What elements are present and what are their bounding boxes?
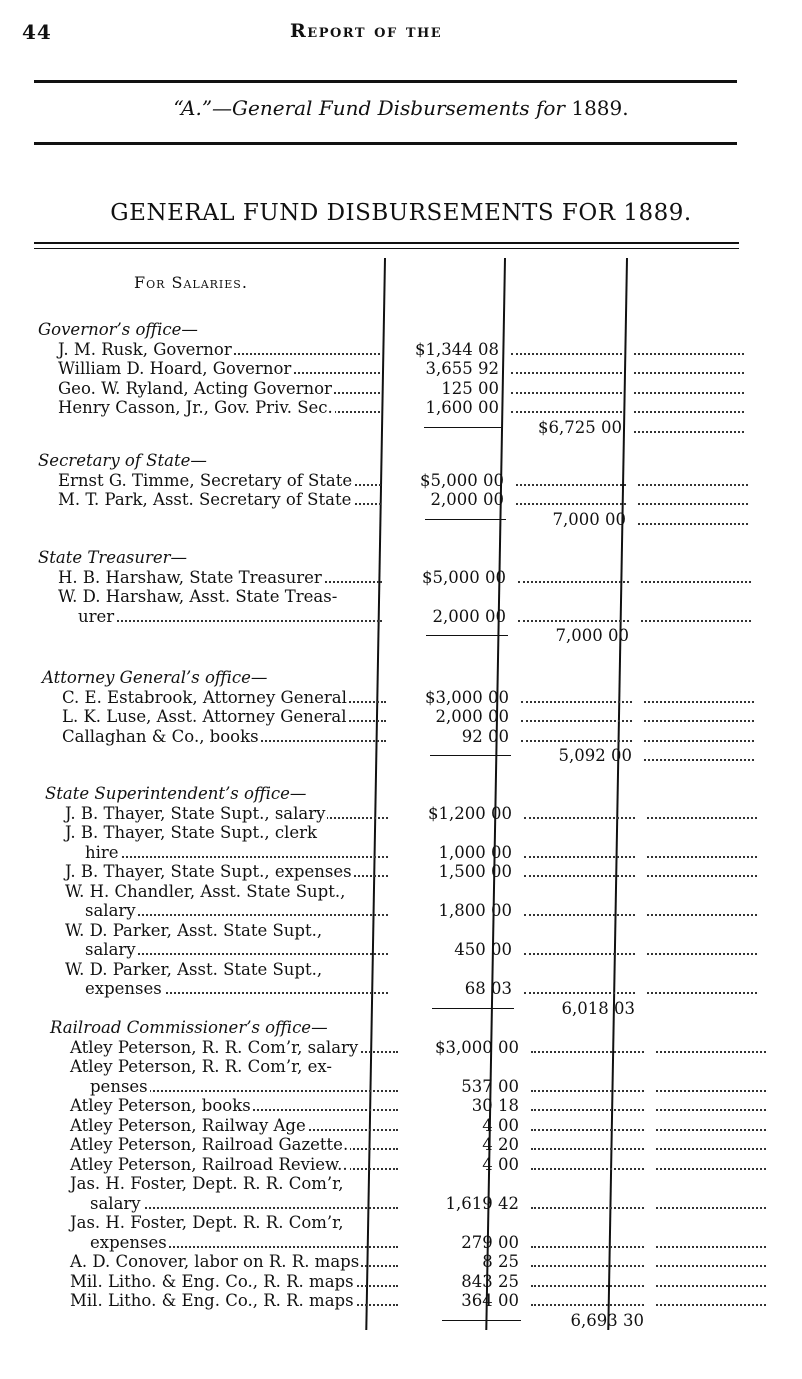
amount: 1,600 00: [425, 398, 499, 417]
payee-text: Mil. Litho. & Eng. Co., R. R. maps: [70, 1271, 354, 1291]
payee-text: J. B. Thayer, State Supt., clerk: [65, 823, 317, 842]
section-total-row: [384, 418, 748, 437]
subtitle-italic: “A.”—General Fund Disbursements for: [173, 96, 565, 120]
leader-dots: [647, 817, 757, 819]
table-row: [70, 1174, 398, 1193]
table-row: [58, 490, 504, 509]
leader-dots: [634, 353, 744, 355]
leader-dots: [638, 523, 748, 525]
amount: 364 00: [461, 1291, 519, 1310]
subtitle-rule: [34, 142, 737, 145]
leader-dots: [531, 1285, 644, 1287]
amount: 843 25: [461, 1271, 519, 1291]
amount: 4 00: [482, 1154, 519, 1174]
payee-text: urer: [78, 606, 115, 626]
leader-dots: [634, 372, 744, 374]
table-row: [65, 823, 388, 842]
leader-dots: [656, 1246, 766, 1248]
leader-dots: [531, 1129, 644, 1131]
leader-dots: [647, 992, 757, 994]
leader-dots: [656, 1285, 766, 1287]
section-heading: [38, 548, 386, 567]
table-row: [85, 979, 512, 998]
title-rule-bottom: [34, 248, 739, 249]
table-row: [90, 1232, 519, 1252]
leader-dots: [641, 620, 751, 622]
leader-dots: [524, 856, 635, 858]
section-total: $6,725 00: [538, 417, 622, 437]
subtotal-rule: [425, 519, 506, 520]
leader-dots: [656, 1148, 766, 1150]
leader-dots: [531, 1051, 644, 1053]
table-row: [70, 1037, 519, 1057]
payee-text: Atley Peterson, Railroad Gazette.: [70, 1135, 349, 1154]
table-row: [58, 359, 499, 378]
table-row: [70, 1096, 519, 1115]
running-head: Report of the: [290, 20, 443, 42]
leader-dots: [634, 392, 744, 394]
section-heading-text: Railroad Commissioner’s office—: [50, 1018, 328, 1037]
leader-dots: [524, 992, 635, 994]
table-row: [70, 1213, 398, 1232]
leader-dots: [656, 1051, 766, 1053]
payee-text: Ernst G. Timme, Secretary of State: [58, 470, 353, 490]
amount: 1,800 00: [438, 901, 512, 920]
amount: 2,000 00: [432, 606, 506, 626]
amount: 8 25: [482, 1252, 519, 1271]
top-rule: [34, 80, 737, 83]
leader-dots: [644, 720, 754, 722]
table-row: [70, 1135, 519, 1154]
table-row: [58, 378, 499, 398]
amount: 537 00: [461, 1076, 519, 1096]
amount: $3,000 00: [435, 1037, 519, 1057]
amount: 450 00: [454, 940, 512, 959]
payee-text: Atley Peterson, R. R. Com’r, salary: [70, 1037, 359, 1057]
payee-text: Atley Peterson, R. R. Com’r, ex-: [70, 1057, 332, 1076]
table-row: [85, 842, 512, 862]
leader-dots: [524, 875, 635, 877]
leader-dots: [511, 372, 622, 374]
amount: $5,000 00: [420, 470, 504, 490]
leader-dots: [531, 1304, 644, 1306]
leader-dots: [656, 1207, 766, 1209]
leader-dots: [634, 411, 744, 413]
leader-dots: [518, 620, 629, 622]
table-row: [62, 707, 509, 726]
payee-text: J. B. Thayer, State Supt., expenses: [65, 862, 352, 881]
section-total: 6,693 30: [570, 1310, 644, 1330]
leader-dots: [656, 1129, 766, 1131]
amount: 4 20: [482, 1135, 519, 1154]
title-rule-top: [34, 242, 739, 244]
leader-dots: [511, 411, 622, 413]
leader-dots: [85, 856, 388, 858]
leader-dots: [634, 431, 744, 433]
table-row: [90, 1076, 519, 1096]
leader-dots: [524, 914, 635, 916]
section-heading-text: State Superintendent’s office—: [45, 784, 307, 803]
table-row: [70, 1291, 519, 1310]
leader-dots: [524, 953, 635, 955]
subtitle: [0, 96, 802, 120]
amount: 1,619 42: [445, 1193, 519, 1213]
leader-dots: [531, 1265, 644, 1267]
leader-dots: [656, 1168, 766, 1170]
payee-text: Atley Peterson, Railroad Review..: [70, 1154, 348, 1174]
table-row: [78, 606, 506, 626]
payee-text: Mil. Litho. & Eng. Co., R. R. maps: [70, 1291, 354, 1310]
payee-text: William D. Hoard, Governor: [58, 359, 292, 378]
section-heading: [38, 320, 384, 339]
leader-dots: [531, 1090, 644, 1092]
payee-text: Callaghan & Co., books: [62, 726, 259, 746]
table-row: [58, 587, 382, 606]
payee-text: J. M. Rusk, Governor: [58, 339, 232, 359]
subtitle-year: 1889.: [571, 96, 629, 120]
table-row: [65, 862, 512, 881]
leader-dots: [644, 701, 754, 703]
payee-text: hire: [85, 842, 119, 862]
section-total: 5,092 00: [558, 746, 632, 765]
table-row: [65, 803, 512, 823]
section-heading-text: State Treasurer—: [38, 548, 188, 567]
section-total-row: [402, 1311, 770, 1330]
subtotal-rule: [430, 755, 511, 756]
section-total-row: [385, 510, 752, 529]
table-row: [85, 940, 512, 959]
table-row: [58, 567, 506, 587]
payee-text: Atley Peterson, Railway Age: [70, 1115, 306, 1135]
subtotal-rule: [426, 635, 508, 636]
leader-dots: [656, 1090, 766, 1092]
leader-dots: [521, 740, 632, 742]
leader-dots: [521, 701, 632, 703]
leader-dots: [511, 392, 622, 394]
payee-text: Geo. W. Ryland, Acting Governor: [58, 378, 332, 398]
section-heading-text: Secretary of State—: [38, 451, 207, 470]
leader-dots: [644, 759, 754, 761]
section-heading: [38, 451, 385, 470]
table-row: [58, 470, 504, 490]
leader-dots: [647, 914, 757, 916]
table-row: [70, 1271, 519, 1291]
amount: $1,200 00: [428, 803, 512, 823]
payee-text: penses: [90, 1076, 148, 1096]
amount: $5,000 00: [422, 567, 506, 587]
leader-dots: [638, 503, 748, 505]
amount: 125 00: [441, 378, 499, 398]
page-title: GENERAL FUND DISBURSEMENTS FOR 1889.: [110, 200, 692, 226]
section-heading: [45, 784, 392, 803]
payee-text: W. H. Chandler, Asst. State Supt.,: [65, 881, 346, 901]
section-total: 7,000 00: [552, 509, 626, 529]
column-heading: For Salaries.: [134, 273, 248, 292]
table-row: [70, 1252, 519, 1271]
table-row: [62, 687, 509, 707]
table-row: [65, 960, 388, 979]
section-total-row: [390, 746, 758, 765]
leader-dots: [518, 581, 629, 583]
payee-text: salary: [85, 901, 136, 920]
table-row: [90, 1193, 519, 1213]
payee-text: H. B. Harshaw, State Treasurer: [58, 567, 322, 587]
section-heading: [42, 668, 390, 687]
payee-text: Atley Peterson, books: [70, 1096, 251, 1115]
subtotal-rule: [432, 1008, 514, 1009]
section-total-row: [392, 999, 761, 1018]
payee-text: M. T. Park, Asst. Secretary of State: [58, 490, 352, 509]
payee-text: salary: [85, 940, 136, 959]
leader-dots: [531, 1148, 644, 1150]
leader-dots: [644, 740, 754, 742]
table-row: [85, 901, 512, 920]
payee-text: J. B. Thayer, State Supt., salary: [65, 803, 326, 823]
payee-text: W. D. Harshaw, Asst. State Treas-: [58, 587, 338, 606]
payee-text: Henry Casson, Jr., Gov. Priv. Sec.: [58, 398, 333, 417]
table-row: [70, 1115, 519, 1135]
leader-dots: [516, 503, 626, 505]
leader-dots: [524, 817, 635, 819]
leader-dots: [656, 1265, 766, 1267]
table-row: [65, 921, 388, 940]
payee-text: W. D. Parker, Asst. State Supt.,: [65, 959, 323, 979]
payee-text: expenses: [90, 1232, 167, 1252]
leader-dots: [531, 1207, 644, 1209]
section-heading-text: Governor’s office—: [38, 320, 198, 339]
payee-text: C. E. Estabrook, Attorney General: [62, 687, 347, 707]
amount: 92 00: [461, 726, 509, 746]
amount: 3,655 92: [425, 359, 499, 378]
payee-text: Jas. H. Foster, Dept. R. R. Com’r,: [70, 1213, 344, 1232]
amount: 2,000 00: [435, 707, 509, 726]
payee-text: L. K. Luse, Asst. Attorney General: [62, 707, 347, 726]
leader-dots: [656, 1109, 766, 1111]
amount: 2,000 00: [430, 490, 504, 509]
payee-text: A. D. Conover, labor on R. R. maps: [70, 1252, 360, 1271]
leader-dots: [78, 620, 382, 622]
leader-dots: [521, 720, 632, 722]
table-row: [70, 1154, 519, 1174]
amount: 279 00: [461, 1232, 519, 1252]
section-heading-text: Attorney General’s office—: [42, 668, 268, 687]
leader-dots: [511, 353, 622, 355]
table-row: [65, 882, 388, 901]
section-total-row: [386, 626, 755, 645]
amount: 1,500 00: [438, 862, 512, 881]
section-total: 6,018 03: [561, 998, 635, 1018]
amount: 1,000 00: [438, 842, 512, 862]
payee-text: expenses: [85, 979, 162, 998]
amount: 30 18: [471, 1096, 519, 1115]
leader-dots: [638, 484, 748, 486]
leader-dots: [531, 1109, 644, 1111]
section-heading: [50, 1018, 402, 1037]
payee-text: W. D. Parker, Asst. State Supt.,: [65, 920, 323, 940]
amount: $3,000 00: [425, 687, 509, 707]
leader-dots: [656, 1304, 766, 1306]
subtotal-rule: [424, 427, 501, 428]
leader-dots: [647, 856, 757, 858]
table-row: [62, 726, 509, 746]
page-number: 44: [22, 20, 52, 44]
leader-dots: [647, 875, 757, 877]
leader-dots: [641, 581, 751, 583]
leader-dots: [647, 953, 757, 955]
leader-dots: [516, 484, 626, 486]
amount: $1,344 08: [415, 339, 499, 359]
payee-text: Jas. H. Foster, Dept. R. R. Com’r,: [70, 1174, 344, 1193]
leader-dots: [531, 1168, 644, 1170]
table-row: [58, 339, 499, 359]
section-total: 7,000 00: [555, 626, 629, 645]
payee-text: salary: [90, 1193, 141, 1213]
table-row: [58, 398, 499, 417]
leader-dots: [531, 1246, 644, 1248]
amount: 68 03: [464, 979, 512, 998]
table-row: [70, 1057, 398, 1076]
subtotal-rule: [442, 1320, 521, 1321]
amount: 4 00: [482, 1115, 519, 1135]
